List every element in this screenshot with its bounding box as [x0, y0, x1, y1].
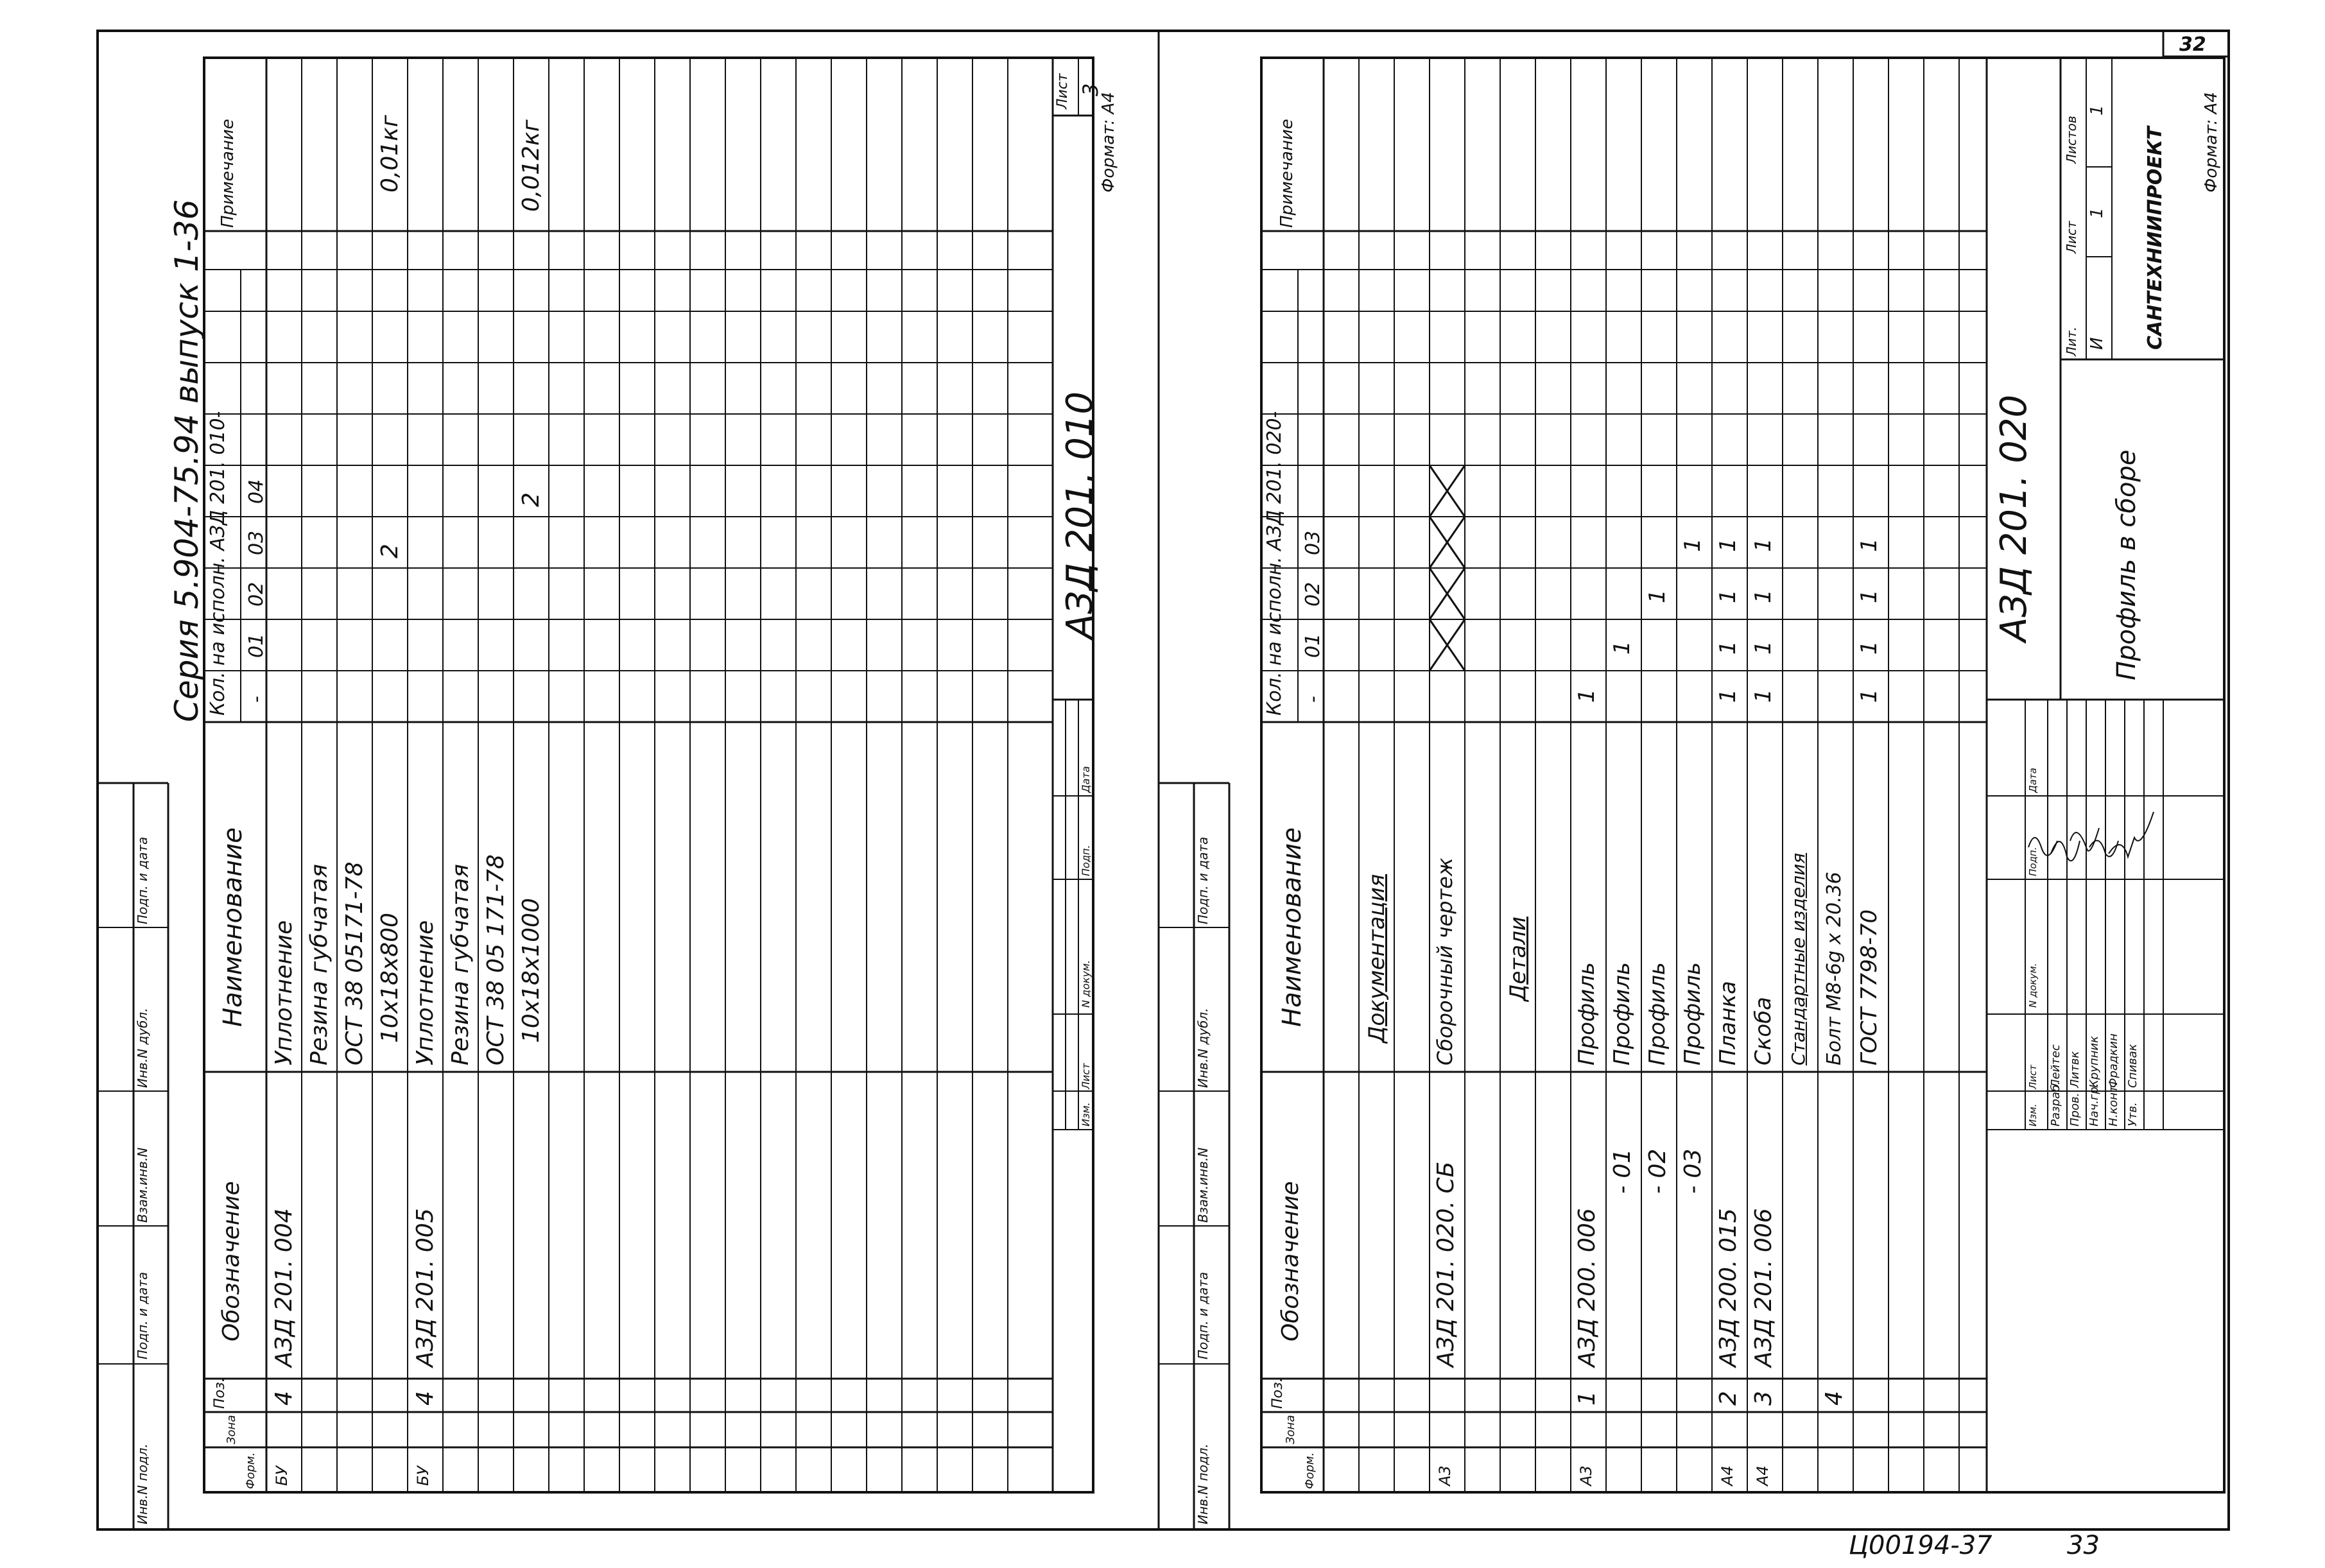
stamp-person: Лейтес: [2049, 1044, 2062, 1088]
row-qty: 1: [1856, 538, 1882, 552]
sheet-label: Лист: [1055, 73, 1071, 109]
row-name: Скоба: [1750, 997, 1776, 1065]
col-designation: Обозначение: [218, 1181, 245, 1341]
sheet-value: 1: [2087, 207, 2107, 218]
lit-value: И: [2087, 337, 2107, 350]
row-qty: 2: [518, 492, 544, 507]
row-name: Профиль: [1574, 962, 1600, 1065]
row-name: Планка: [1715, 981, 1741, 1065]
col-qty: Кол. на исполн. АЗД 201. 010-: [207, 411, 229, 716]
footer-page: 33: [2067, 1531, 2100, 1560]
row-designation: АЗД 200. 015: [1715, 1208, 1742, 1367]
row-qty: 1: [1750, 589, 1776, 603]
row-format: А4: [1754, 1465, 1772, 1486]
row-qty: 1: [1715, 641, 1741, 655]
stamp-col: N докум.: [2027, 963, 2039, 1008]
variant: 02: [1302, 582, 1324, 607]
stamp-col: Лист: [1080, 1063, 1092, 1089]
col-format: Форм.: [244, 1452, 257, 1489]
side-label-3: Взам.инв.N: [1195, 1147, 1211, 1223]
lit-header: Лист: [2064, 221, 2079, 254]
col-zone: Зона: [225, 1415, 238, 1444]
col-note: Примечание: [218, 119, 238, 228]
format-label: Формат: А4: [2202, 92, 2221, 193]
row-name: Профиль: [1609, 962, 1635, 1065]
col-qty: Кол. на исполн. АЗД 201. 020-: [1263, 411, 1286, 716]
header-series: Серия 5.904-75.94 выпуск 1-36: [168, 199, 205, 722]
stamp-role: Нач.гр.: [2087, 1083, 2101, 1126]
col-pos: Поз.: [212, 1377, 228, 1409]
stamp-col: Изм.: [2027, 1103, 2039, 1126]
row-name: Профиль: [1680, 962, 1706, 1065]
row-note: 0,012кг: [518, 119, 544, 212]
row-pos: 2: [1715, 1391, 1742, 1406]
variant: -: [245, 696, 268, 703]
row-pos: 4: [271, 1391, 297, 1406]
stamp-title: АЗД 201. 020: [1993, 394, 2035, 642]
row-qty: 1: [1609, 641, 1635, 655]
stamp-title: АЗД 201. 010: [1059, 391, 1101, 639]
row-pos: 4: [1821, 1391, 1847, 1406]
side-label-1: Инв.N подл.: [135, 1443, 150, 1524]
row-name: ГОСТ 7798-70: [1856, 909, 1882, 1065]
row-designation: АЗД 201. 006: [1750, 1208, 1777, 1367]
stamp-role: Н.конт.: [2107, 1081, 2120, 1126]
lit-header: Листов: [2064, 116, 2079, 164]
col-designation: Обозначение: [1277, 1181, 1304, 1341]
side-label-1: Инв.N подл.: [1195, 1443, 1211, 1524]
footer-code: Ц00194-37: [1849, 1531, 1992, 1560]
col-name: Наименование: [1277, 827, 1307, 1027]
row-name: Уплотнение: [412, 920, 438, 1065]
row-qty: 1: [1715, 589, 1741, 603]
variant: 02: [245, 582, 268, 607]
row-name: ОСТ 38 05 171-78: [483, 854, 509, 1065]
row-designation: - 02: [1645, 1148, 1671, 1194]
row-designation: - 03: [1680, 1148, 1706, 1194]
row-name: ОСТ 38 05171-78: [341, 861, 368, 1065]
sheets-value: 1: [2087, 105, 2107, 116]
col-pos: Поз.: [1270, 1377, 1286, 1409]
row-qty: 1: [1856, 689, 1882, 703]
variant: 01: [245, 633, 268, 658]
page-number: 32: [2179, 33, 2206, 56]
row-format: БУ: [414, 1465, 432, 1486]
stamp-col: Подп.: [2027, 847, 2039, 876]
row-designation: - 01: [1609, 1148, 1636, 1194]
stamp-person: Крупник: [2087, 1036, 2101, 1088]
stamp-person: Фрадкин: [2107, 1033, 2120, 1088]
stamp-col: Дата: [1080, 766, 1092, 793]
row-qty: 1: [1680, 538, 1706, 552]
side-label-4: Инв.N дубл.: [135, 1008, 150, 1088]
row-name: Документация: [1364, 874, 1390, 1043]
col-name: Наименование: [218, 827, 248, 1027]
row-pos: 3: [1750, 1391, 1777, 1406]
sheet-number: 3: [1078, 83, 1103, 96]
row-qty: 1: [1856, 589, 1882, 603]
row-qty: 1: [1645, 589, 1670, 603]
row-name: Детали: [1505, 917, 1531, 1001]
row-format: БУ: [273, 1465, 291, 1486]
row-name: Уплотнение: [271, 920, 297, 1065]
variant: 03: [1302, 530, 1324, 555]
row-name: 10х18х1000: [518, 898, 544, 1043]
row-qty: 1: [1715, 538, 1741, 552]
row-designation: АЗД 200. 006: [1574, 1208, 1600, 1367]
row-qty: 1: [1715, 689, 1741, 703]
format-label: Формат: А4: [1099, 92, 1118, 193]
stamp-person: Спивак: [2126, 1044, 2139, 1088]
side-label-4: Инв.N дубл.: [1195, 1008, 1211, 1088]
stamp-role: Пров.: [2068, 1092, 2082, 1126]
row-format: А3: [1577, 1465, 1595, 1486]
row-name: Резина губчатая: [306, 864, 333, 1065]
stamp-role: Утв.: [2126, 1102, 2139, 1126]
row-qty: 1: [1750, 641, 1776, 655]
row-qty: 1: [1574, 689, 1600, 703]
row-pos: 1: [1574, 1391, 1600, 1406]
row-note: 0,01кг: [377, 115, 403, 193]
stamp-role: Разраб.: [2049, 1081, 2062, 1126]
stamp-col: Дата: [2027, 768, 2039, 793]
stamp-product-name: Профиль в сборе: [2112, 449, 2141, 680]
row-qty: 2: [377, 544, 403, 558]
lit-header: Лит.: [2064, 326, 2079, 356]
row-name: 10х18х800: [377, 913, 403, 1043]
row-name: Болт М8-6g х 20.36: [1823, 872, 1845, 1065]
row-format: А4: [1718, 1465, 1736, 1486]
row-name: Резина губчатая: [447, 864, 474, 1065]
col-format: Форм.: [1303, 1452, 1317, 1489]
side-label-2: Подп. и дата: [1195, 1271, 1211, 1359]
col-zone: Зона: [1284, 1415, 1297, 1444]
row-qty: 1: [1750, 538, 1776, 552]
row-designation: АЗД 201. 005: [412, 1208, 438, 1367]
side-label-5: Подп. и дата: [135, 836, 150, 924]
row-name: Стандартные изделия: [1788, 852, 1809, 1065]
variant: -: [1302, 696, 1324, 703]
stamp-col: N докум.: [1080, 960, 1092, 1008]
stamp-col: Изм.: [1080, 1102, 1092, 1126]
row-qty: 1: [1856, 641, 1882, 655]
row-name: Профиль: [1645, 962, 1670, 1065]
row-qty: 1: [1750, 689, 1776, 703]
side-label-2: Подп. и дата: [135, 1271, 150, 1359]
col-note: Примечание: [1277, 119, 1297, 228]
stamp-organization: САНТЕХНИИПРОЕКТ: [2144, 126, 2166, 350]
row-format: А3: [1436, 1465, 1454, 1486]
stamp-col: Лист: [2027, 1064, 2039, 1089]
side-label-5: Подп. и дата: [1195, 836, 1211, 924]
variant: 01: [1302, 633, 1324, 658]
row-name: Сборочный чертеж: [1433, 857, 1457, 1065]
variant: 04: [245, 479, 268, 504]
variant: 03: [245, 530, 268, 555]
stamp-person: Литвк: [2068, 1051, 2082, 1088]
row-pos: 4: [412, 1391, 438, 1406]
row-designation: АЗД 201. 020. СБ: [1433, 1161, 1459, 1367]
side-label-3: Взам.инв.N: [135, 1147, 150, 1223]
row-designation: АЗД 201. 004: [271, 1208, 297, 1367]
stamp-col: Подп.: [1080, 845, 1092, 876]
